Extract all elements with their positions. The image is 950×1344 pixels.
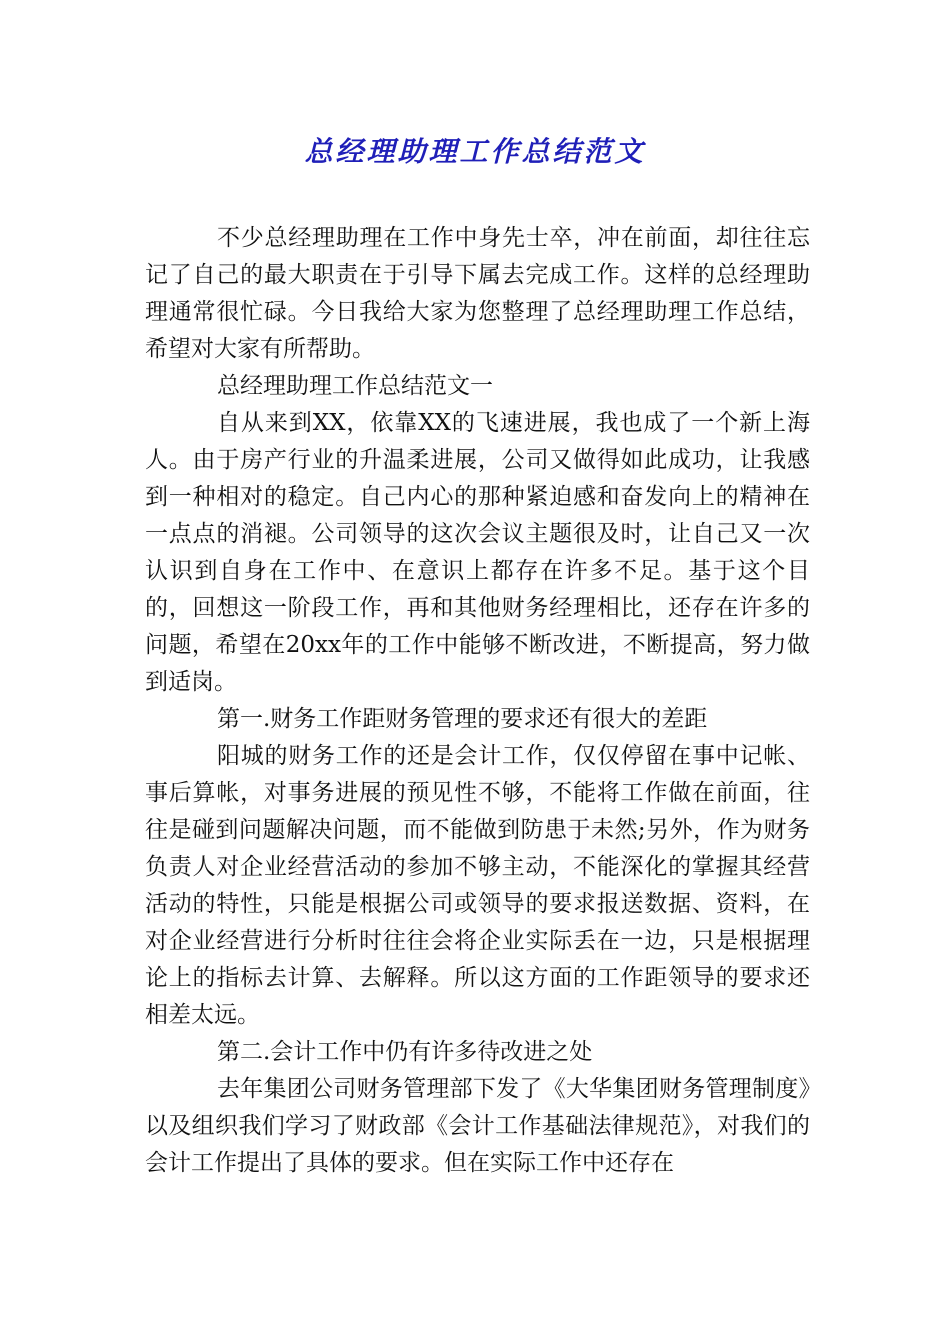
intro-paragraph: 不少总经理助理在工作中身先士卒，冲在前面，却往往忘记了自己的最大职责在于引导下属去完成工作。这样的总经理助理通常很忙碌。今日我给大家为您整理了总经理助理工作总结，希望对大家有所帮助。: [145, 225, 810, 362]
subsection-heading: 第一.财务工作距财务管理的要求还有很大的差距: [217, 706, 708, 732]
document-title: 总经理助理工作总结范文: [304, 135, 646, 168]
body-paragraph: 去年集团公司财务管理部下发了《大华集团财务管理制度》以及组织我们学习了财政部《会计工作基础法律规范》，对我们的会计工作提出了具体的要求。但在实际工作中还存在: [145, 1076, 810, 1176]
section-heading: 总经理助理工作总结范文一: [217, 373, 493, 399]
document-body: [145, 220, 810, 1182]
subsection-heading: 第二.会计工作中仍有许多待改进之处: [217, 1039, 593, 1065]
body-paragraph: 阳城的财务工作的还是会计工作，仅仅停留在事中记帐、事后算帐，对事务进展的预见性不够，不能将工作做在前面，往往是碰到问题解决问题，而不能做到防患于未然;另外，作为财务负责人对企业经营活动的参加不够主动，不能深化的掌握其经营活动的特性，只能是根据公司或领导的要求报送数据、资料，在对企业经营进行分析时往往会将企业实际丢在一边，只是根据理论上的指标去计算、去解释。所以这方面的工作距领导的要求还相差太远。: [145, 743, 810, 1028]
body-paragraph: 自从来到XX，依靠XX的飞速进展，我也成了一个新上海人。由于房产行业的升温柔进展，公司又做得如此成功，让我感到一种相对的稳定。自己内心的那种紧迫感和奋发向上的精神在一点点的消褪。公司领导的这次会议主题很及时，让自己又一次认识到自身在工作中、在意识上都存在许多不足。基于这个目的，回想这一阶段工作，再和其他财务经理相比，还存在许多的问题，希望在20xx年的工作中能够不断改进，不断提高，努力做到适岗。: [145, 410, 810, 695]
